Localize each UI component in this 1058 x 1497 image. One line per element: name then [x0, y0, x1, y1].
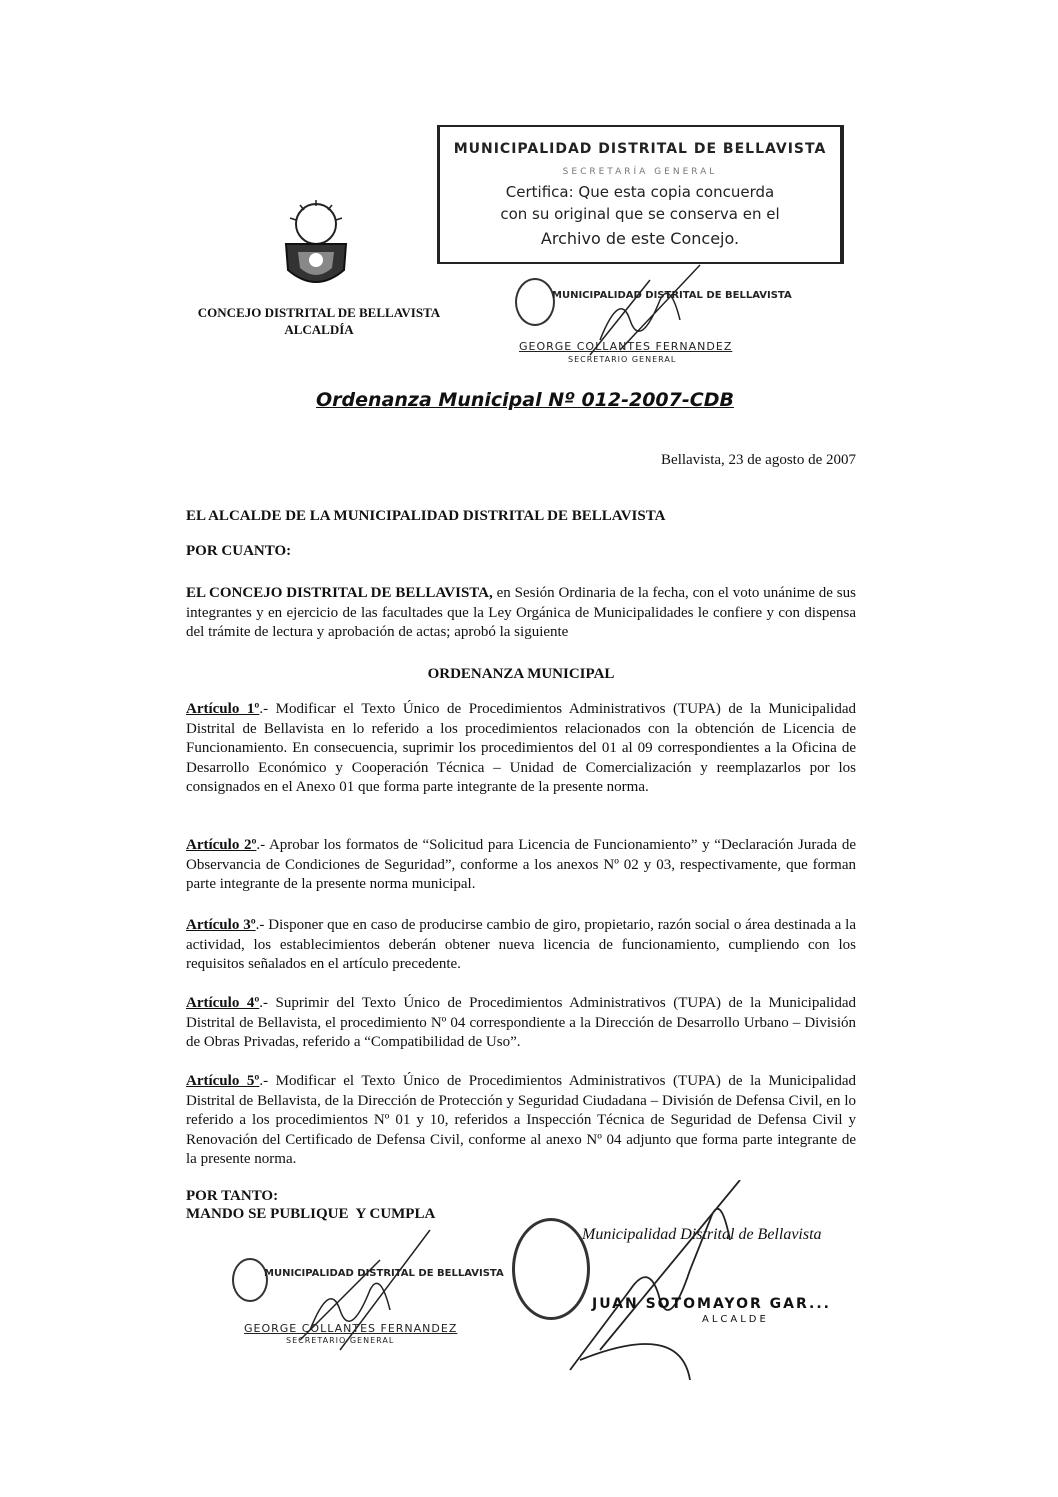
document-title: Ordenanza Municipal Nº 012-2007-CDB [316, 389, 734, 411]
org-name: CONCEJO DISTRITAL DE BELLAVISTA [197, 305, 441, 320]
top-signatory-role: SECRETARIO GENERAL [568, 355, 677, 364]
article-4-label: Artículo 4º [186, 995, 260, 1011]
top-seal-text: MUNICIPALIDAD DISTRITAL DE BELLAVISTA [552, 290, 792, 301]
preamble-lead: EL CONCEJO DISTRITAL DE BELLAVISTA, [186, 585, 493, 601]
stamp-line-3: Archivo de este Concejo. [540, 229, 740, 248]
top-signature-scribble [560, 260, 730, 370]
addressee: EL ALCALDE DE LA MUNICIPALIDAD DISTRITAL DE BELLAVISTA [186, 508, 666, 524]
stamp-line-1: Certifica: Que esta copia concuerda [505, 183, 775, 201]
stamp-line-2: con su original que se conserva en el [500, 205, 780, 223]
bottom-left-role: SECRETARIO GENERAL [286, 1336, 395, 1345]
article-3-text: .- Disponer que en caso de producirse cambio de giro, propietario, razón social o área destinada a la actividad, los establecimientos deberán obtener nueva licencia de funcionamiento, cumpliendo con los requisitos señalados en el artículo precedente. [186, 917, 856, 972]
closing-por-tanto: POR TANTO: [186, 1188, 279, 1204]
article-3-label: Artículo 3º [186, 917, 256, 933]
coat-of-arms-icon [276, 196, 356, 296]
bottom-left-seal [232, 1258, 268, 1302]
stamp-subtitle: SECRETARÍA GENERAL [562, 167, 718, 177]
bottom-right-name: JUAN SOTOMAYOR GAR... [592, 1296, 831, 1312]
article-2-label: Artículo 2º [186, 837, 257, 853]
top-signatory-name: GEORGE COLLANTES FERNANDEZ [519, 340, 733, 353]
article-5-label: Artículo 5º [186, 1073, 260, 1089]
article-2 [186, 836, 856, 895]
place-date: Bellavista, 23 de agosto de 2007 [661, 452, 856, 468]
article-4-text: .- Suprimir del Texto Único de Procedimientos Administrativos (TUPA) de la Municipalidad Distrital de Bellavista, el procedimiento Nº 04 correspondiente a la Dirección de Desarrollo Urbano – División de Obras Privadas, referido a “Compatibilidad de Uso”. [186, 995, 856, 1050]
article-2-text: .- Aprobar los formatos de “Solicitud para Licencia de Funcionamiento” y “Declaración Jurada de Observancia de Condiciones de Seguridad”, conforme a los anexos Nº 02 y 03, respectivamente, que forman parte integrante de la presente norma municipal. [186, 837, 856, 892]
closing-mando: MANDO SE PUBLIQUE Y CUMPLA [186, 1206, 436, 1222]
stamp-title: MUNICIPALIDAD DISTRITAL DE BELLAVISTA [453, 141, 827, 157]
bottom-right-role: ALCALDE [702, 1314, 769, 1325]
bottom-left-name: GEORGE COLLANTES FERNANDEZ [244, 1322, 458, 1335]
section-title: ORDENANZA MUNICIPAL [427, 666, 615, 682]
article-3 [186, 916, 856, 975]
office-name: ALCALDÍA [284, 322, 354, 337]
preamble [186, 584, 856, 643]
article-1-label: Artículo 1º [186, 701, 260, 717]
municipal-emblem [276, 196, 356, 296]
por-cuanto: POR CUANTO: [186, 543, 292, 559]
bottom-right-script: Municipalidad Distrital de Bellavista [582, 1226, 822, 1243]
article-5-text: .- Modificar el Texto Único de Procedimientos Administrativos (TUPA) de la Municipalidad Distrital de Bellavista, de la Dirección de Protección y Seguridad Ciudadana – División de Defensa Civil, en lo referido a los procedimientos Nº 01 y 10, referidos a Inspección Técnica de Seguridad de Defensa Civil y Renovación del Certificado de Defensa Civil, conforme al anexo Nº 04 adjunto que forma parte integrante de la presente norma. [186, 1073, 856, 1167]
secretary-seal [515, 278, 555, 326]
bottom-left-seal-text: MUNICIPALIDAD DISTRITAL DE BELLAVISTA [264, 1268, 504, 1279]
article-5 [186, 1072, 856, 1170]
article-4 [186, 994, 856, 1053]
preamble-text: en Sesión Ordinaria de la fecha, con el voto unánime de sus integrantes y en ejercicio de las facultades que la Ley Orgánica de Municipalidades le confiere y con dispensa del trámite de lectura y aprobación de actas; aprobó la siguiente [186, 585, 856, 640]
bottom-right-signature-scribble [560, 1180, 780, 1380]
certification-stamp [437, 125, 844, 264]
article-1-text: .- Modificar el Texto Único de Procedimientos Administrativos (TUPA) de la Municipalidad Distrital de Bellavista en lo referido a los procedimientos relacionados con la obtención de Licencia de Funcionamiento. En consecuencia, suprimir los procedimientos del 01 al 09 correspondientes a la Oficina de Desarrollo Económico y Cooperación Técnica – Unidad de Comercialización y reemplazarlos por los consignados en el Anexo 01 que forma parte integrante de la presente norma. [186, 701, 856, 795]
article-1 [186, 700, 856, 798]
